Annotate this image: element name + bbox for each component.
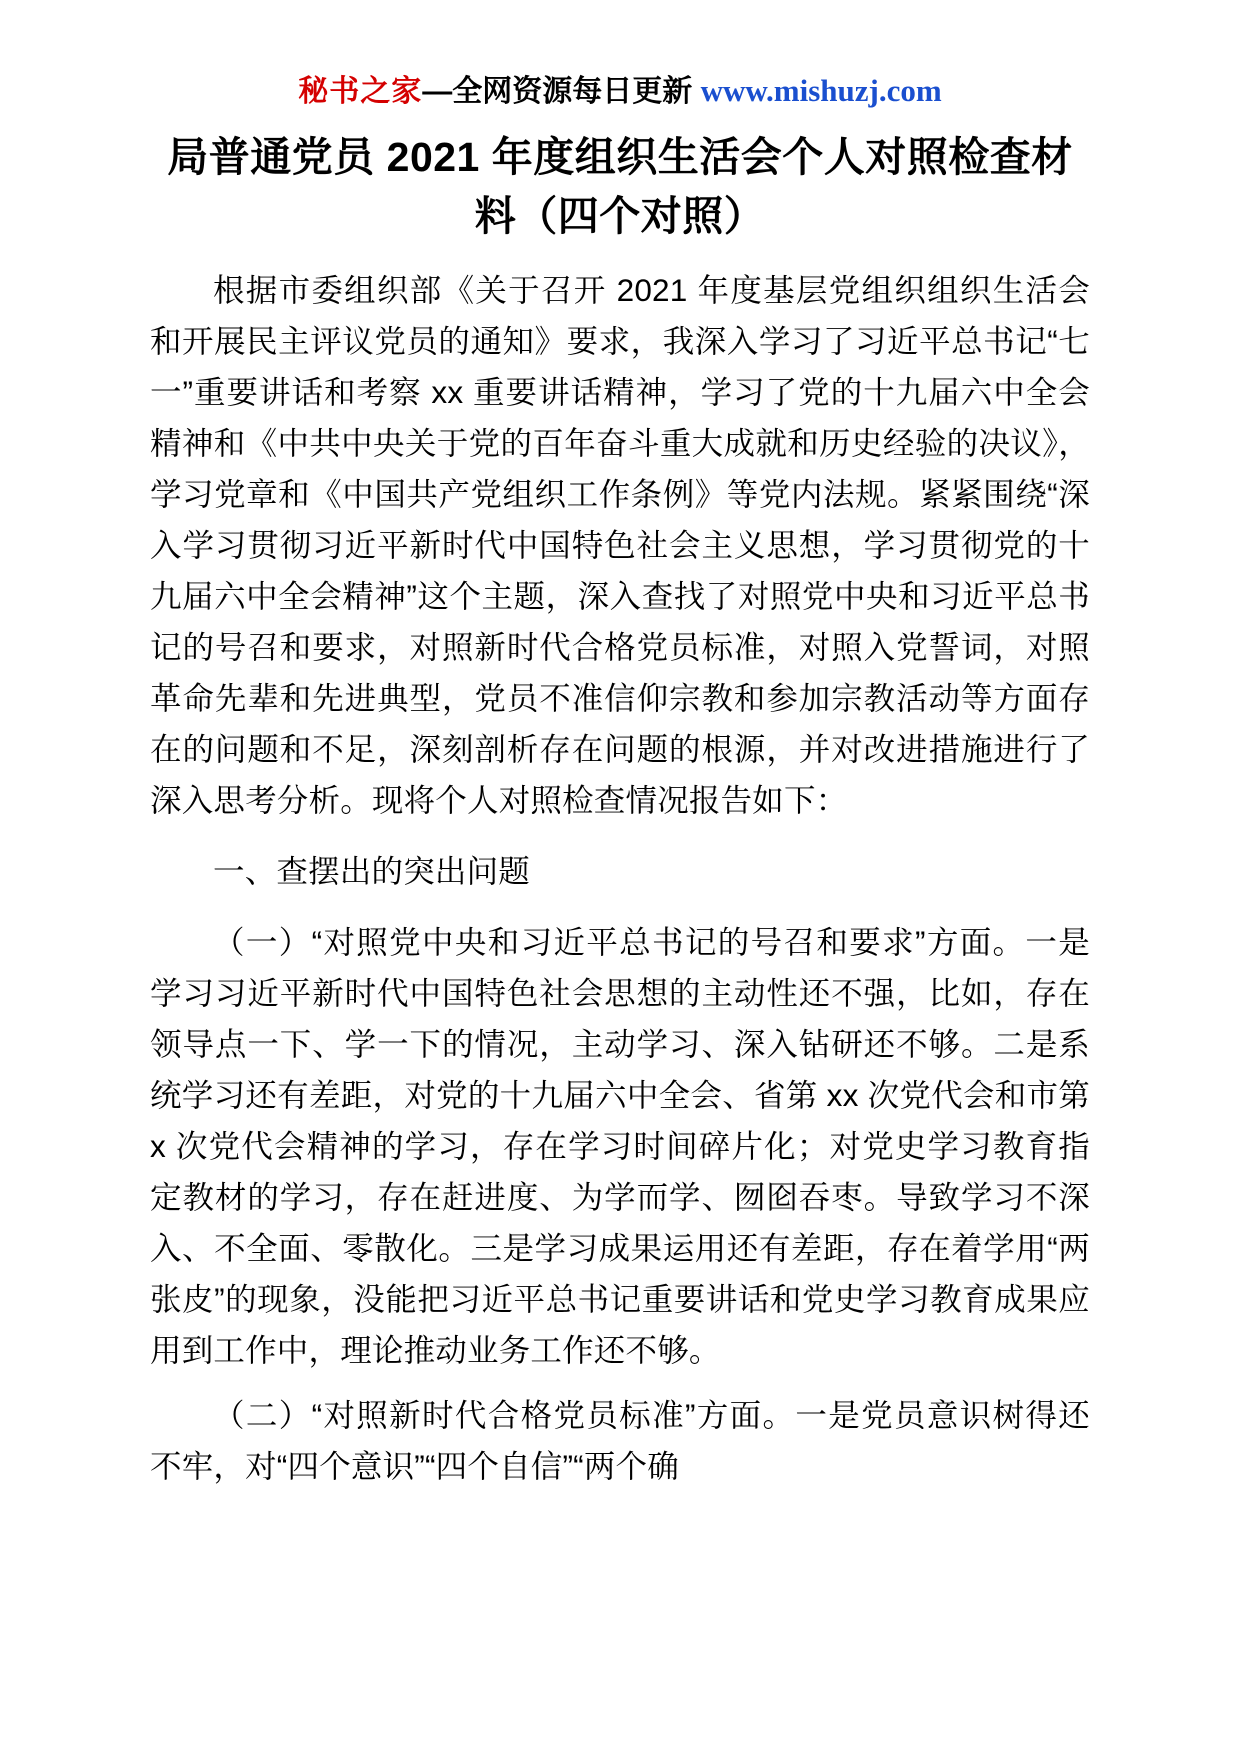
watermark-url: www.mishuzj.com: [700, 73, 942, 108]
watermark-brand: 秘书之家: [298, 75, 423, 108]
section-heading-1: 一、查摆出的突出问题: [213, 853, 531, 890]
site-watermark: [150, 72, 1090, 110]
paragraph-item-1: （一）“对照党中央和习近平总书记的号召和要求”方面。一是学习习近平新时代中国特色社会思想的主动性还不强，比如，存在领导点一下、学一下的情况，主动学习、深入钻研还不够。二是系统学习还有差距，对党的十九届六中全会、省第 xx 次党代会和市第 x 次党代会精神的学习，存在学习时间碎片化；对党史学习教育指定教材的学习，存在赶进度、为学而学、囫囵吞枣。导致学习不深入、不全面、零散化。三是学习成果运用还有差距，存在着学用“两张皮”的现象，没能把习近平总书记重要讲话和党史学习教育成果应用到工作中，理论推动业务工作还不够。: [150, 924, 1091, 1369]
paragraph-item-2: （二）“对照新时代合格党员标准”方面。一是党员意识树得还不牢，对“四个意识”“四个自信”“两个确: [150, 1397, 1090, 1485]
watermark-tagline: —全网资源每日更新: [422, 75, 693, 108]
paragraph-intro: 根据市委组织部《关于召开 2021 年度基层党组织组织生活会和开展民主评议党员的通知》要求，我深入学习了习近平总书记“七一”重要讲话和考察 xx 重要讲话精神，学习了党的十九届六中全会精神和《中共中央关于党的百年奋斗重大成就和历史经验的决议》，学习党章和《中国共产党组织工作条例》等党内法规。紧紧围绕“深入学习贯彻习近平新时代中国特色社会主义思想，学习贯彻党的十九届六中全会精神”这个主题，深入查找了对照党中央和习近平总书记的号召和要求，对照新时代合格党员标准，对照入党誓词，对照革命先辈和先进典型，党员不准信仰宗教和参加宗教活动等方面存在的问题和不足，深刻剖析存在问题的根源，并对改进措施进行了深入思考分析。现将个人对照检查情况报告如下：: [150, 271, 1090, 819]
page-title: 局普通党员 2021 年度组织生活会个人对照检查材料（四个对照）: [167, 134, 1073, 240]
